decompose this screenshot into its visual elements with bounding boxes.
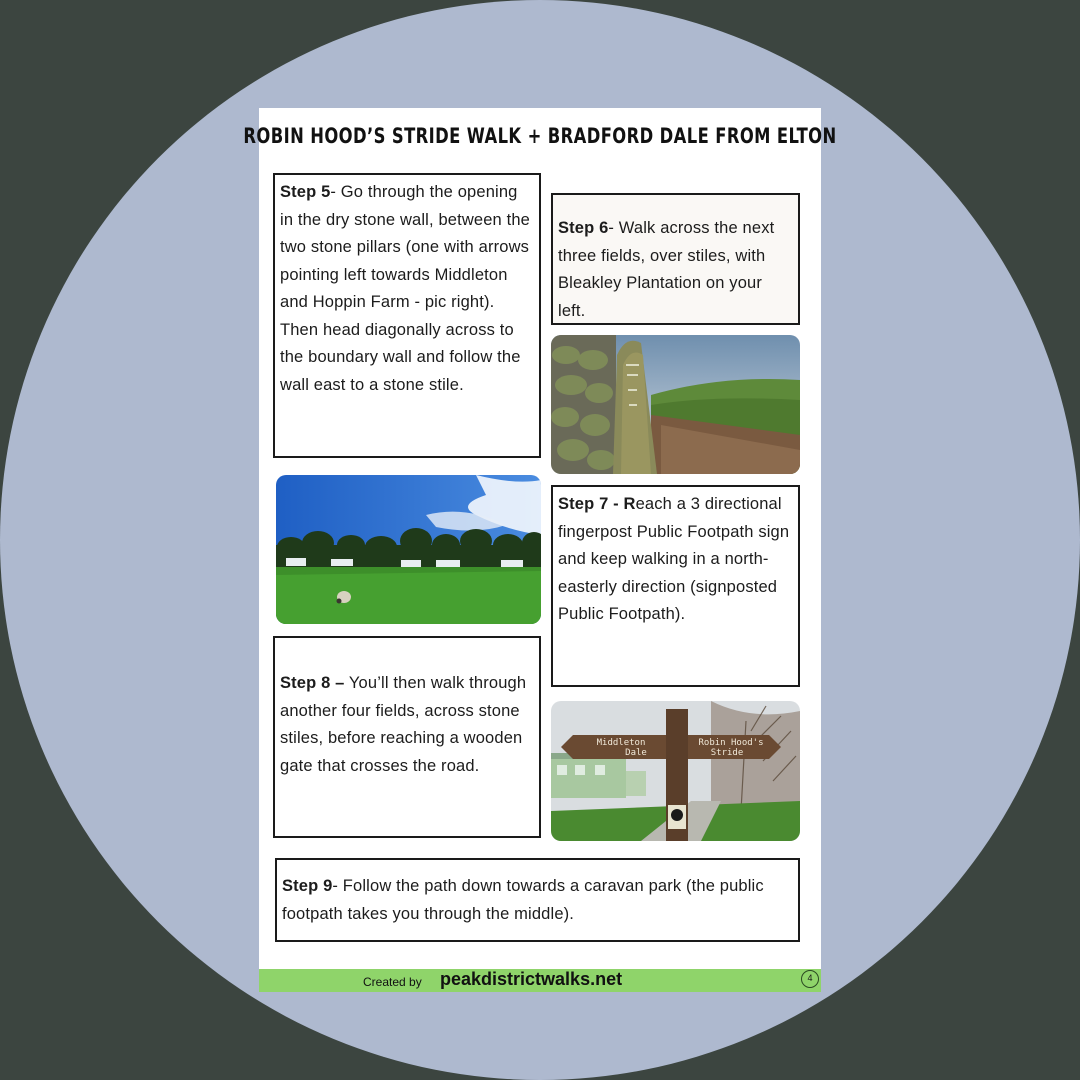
page-title: ROBIN HOOD’S STRIDE WALK + BRADFORD DALE FROM ELTON <box>243 124 837 148</box>
step-8-label: Step 8 – <box>280 674 345 692</box>
step-6-label: Step 6 <box>558 219 609 237</box>
step-6-box <box>551 193 800 325</box>
step-5-text: - Go through the opening in the dry stone wall, between the two stone pillars (one with arrows pointing left towards Middleton and Hoppin Farm - pic right). Then head diagonally across to the boundary wall and follow the wall east to a stone stile. <box>280 183 530 394</box>
step-7-text: each a 3 directional fingerpost Public Footpath sign and keep walking in a north-easterly direction (signposted Public Footpath). <box>558 495 790 623</box>
step-7-label: Step 7 - R <box>558 495 636 513</box>
stone-pillar-photo <box>551 335 800 474</box>
step-9-box <box>275 858 800 942</box>
step-7-box <box>551 485 800 687</box>
step-9-label: Step 9 <box>282 877 333 895</box>
step-6-text: - Walk across the next three fields, over stiles, with Bleakley Plantation on your left. <box>558 219 775 320</box>
footer-created-by: Created by <box>363 975 422 989</box>
step-8-text: You’ll then walk through another four fields, across stone stiles, before reaching a wooden gate that crosses the road. <box>280 674 527 775</box>
step-8-box <box>273 636 541 838</box>
step-5-label: Step 5 <box>280 183 331 201</box>
sign-right-line-1: Robin Hood's <box>698 738 764 748</box>
step-9-text: - Follow the path down towards a caravan park (the public footpath takes you through the middle). <box>282 877 764 923</box>
footer-site-link[interactable]: peakdistrictwalks.net <box>440 969 623 989</box>
sign-left-line-2: Dale <box>625 748 647 758</box>
field-with-sheep-photo <box>276 475 541 624</box>
step-5-box <box>273 173 541 458</box>
sign-right-line-2: Stride <box>710 748 744 758</box>
fingerpost-sign-photo <box>551 701 800 841</box>
sign-left-line-1: Middleton <box>596 738 646 748</box>
page-number-badge: 4 <box>801 970 819 988</box>
